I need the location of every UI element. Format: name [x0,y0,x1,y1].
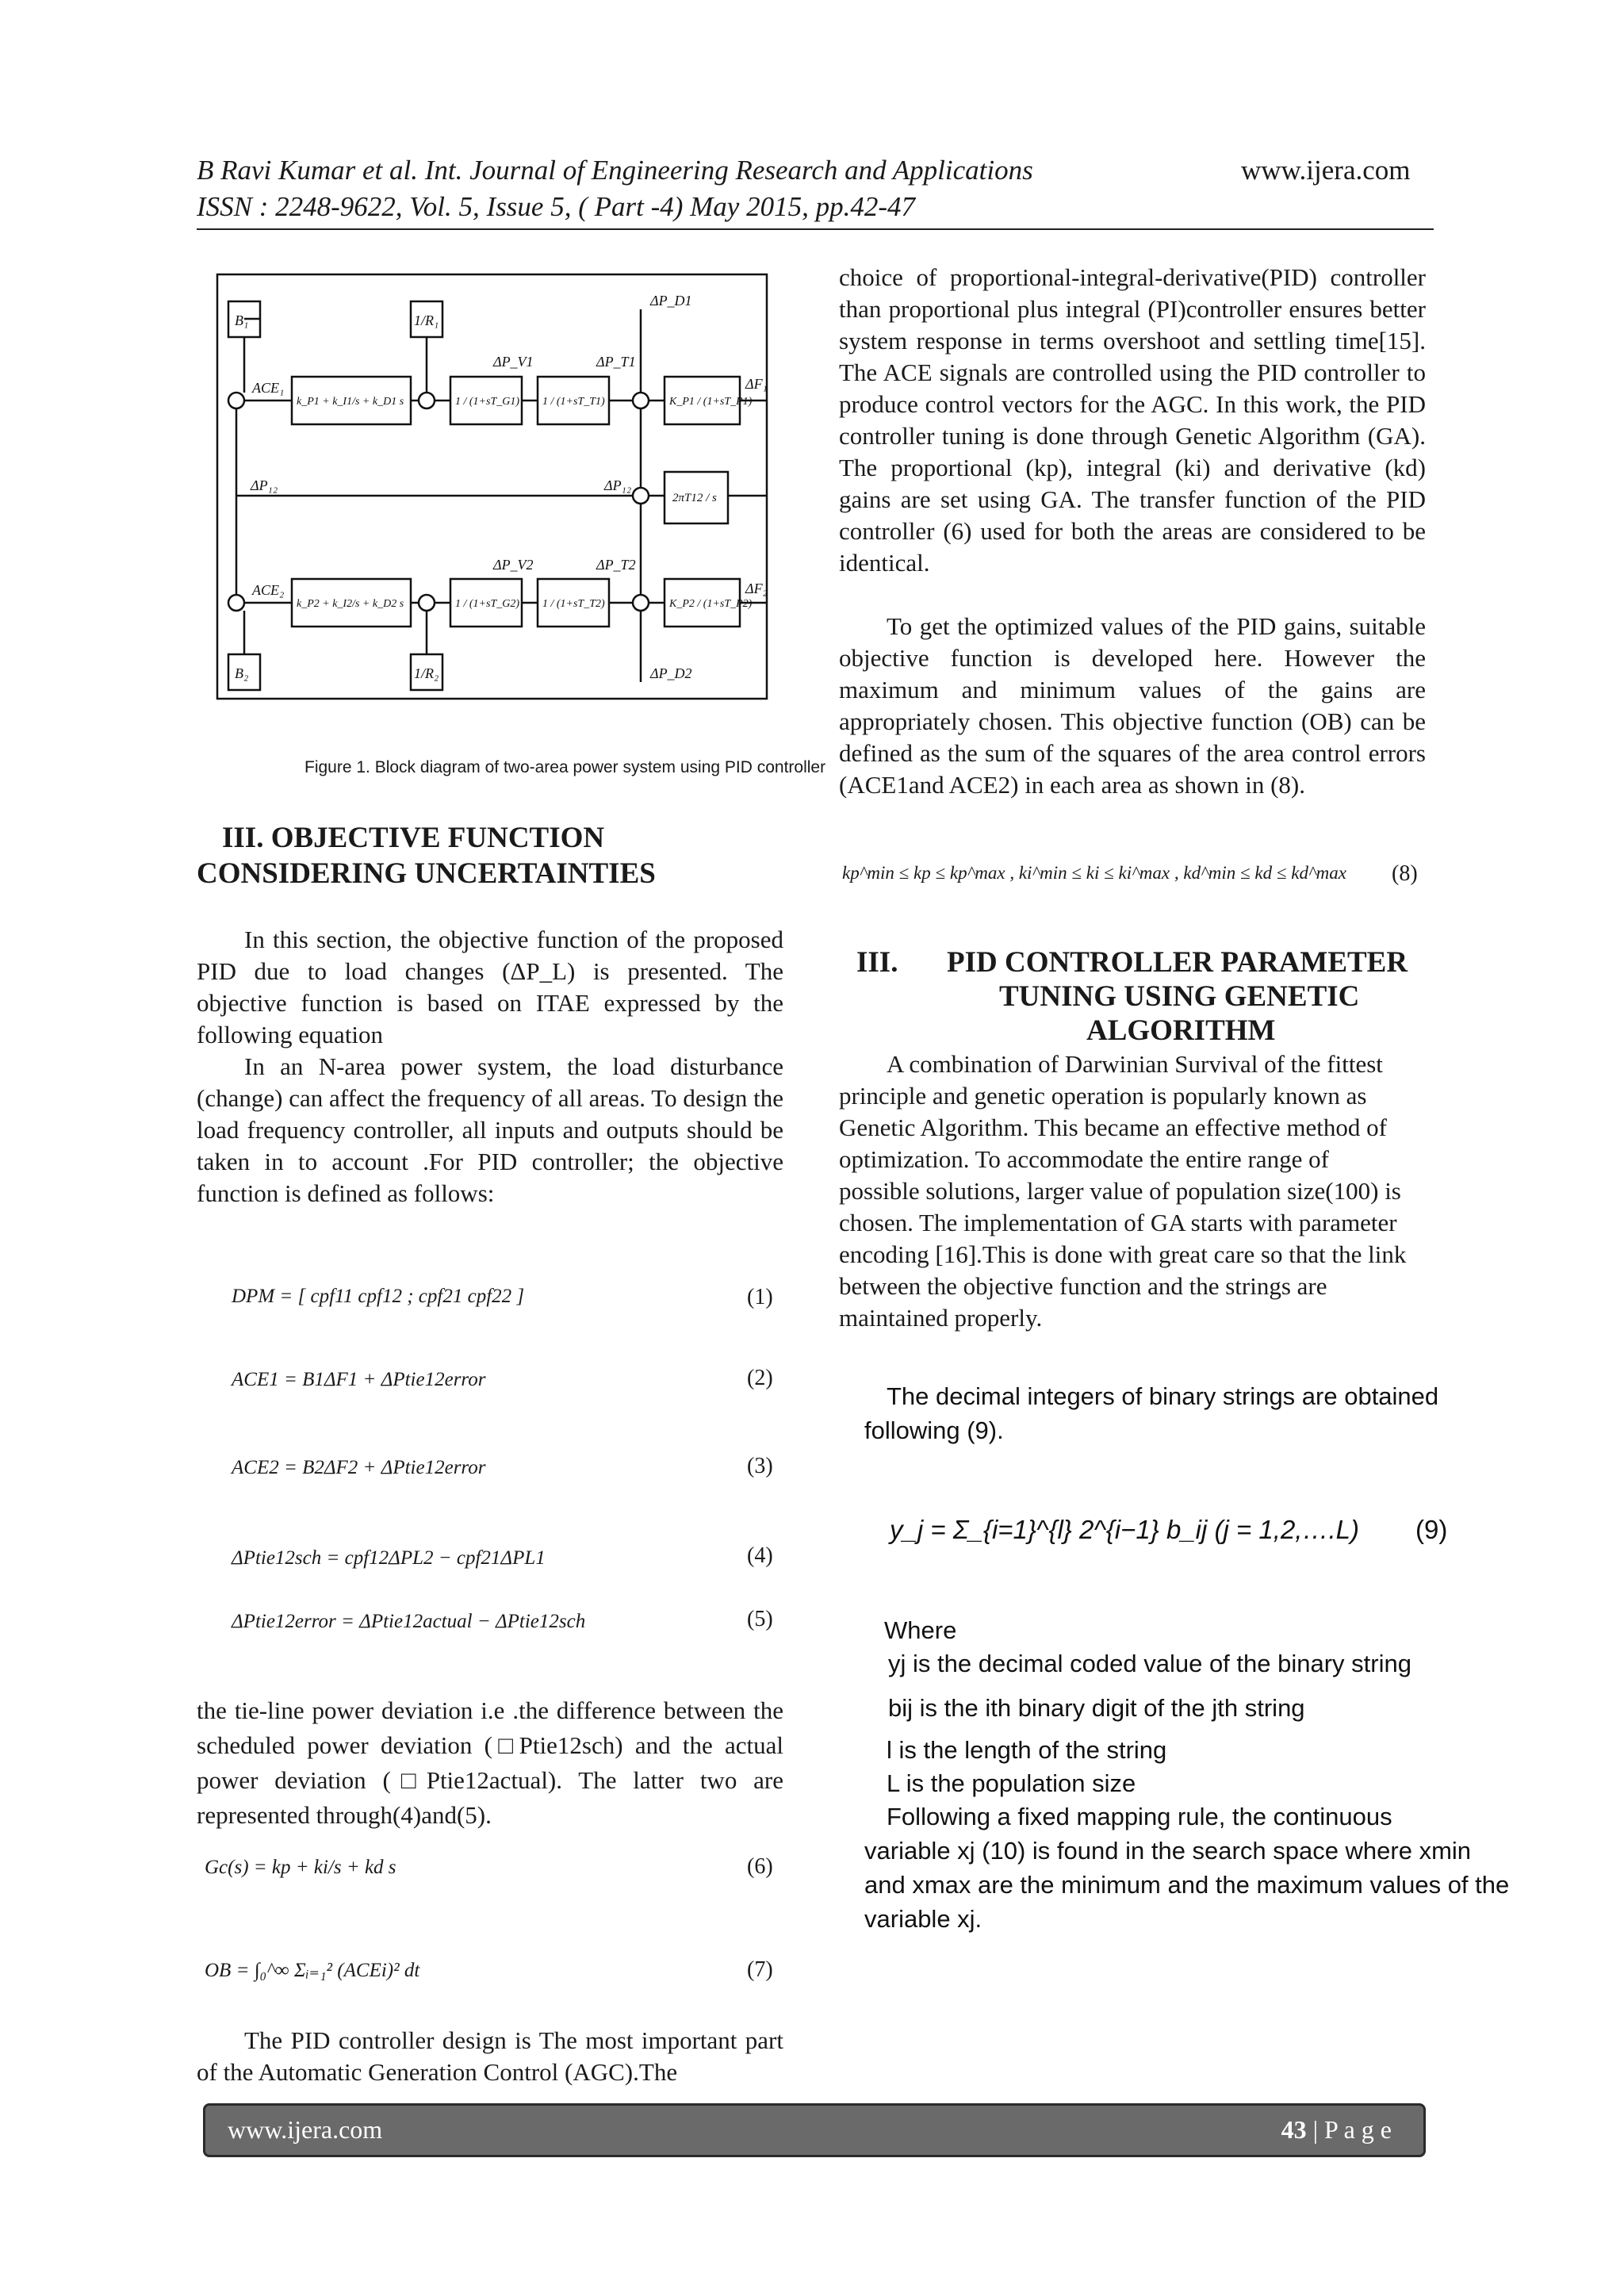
fig-label-pid2: k_P2 + k_I2/s + k_D2 s [297,598,404,610]
fig-label-ace2: ACE₂ [252,582,285,598]
left-heading-line2: CONSIDERING UNCERTAINTIES [197,857,656,890]
equation-4: ΔPtie12sch = cpf12ΔPL2 − cpf21ΔPL1 [232,1547,546,1569]
right-paragraph-1: choice of proportional-integral-derivative(PID) controller than proportional plus integral (PI)controller ensures better system response in terms overshoot and settling time[15]. The ACE signals are controlled using the PID controller to produce control vectors for the AGC. In this work, the PID controller tuning is done through Genetic Algorithm (GA). The proportional (kp), integral (ki) and derivative (kd) gains are set using GA. The transfer function of the PID controller (6) used for both the areas are considered to be identical. [839,263,1426,577]
figure-caption: Figure 1. Block diagram of two-area power system using PID controller [304,758,826,776]
left-heading-line1: III. OBJECTIVE FUNCTION [222,822,605,854]
fig-label-df2: ΔF₂ [745,581,768,596]
fig-label-dpd1: ΔP_D1 [650,293,692,309]
left-paragraph-1: In this section, the objective function of the proposed PID due to load changes (ΔP_L) is presented. The objective function is based on ITAE expressed by the following equation [197,926,783,1048]
scan-paragraph-line-2: following (9). [864,1416,1004,1444]
equation-7: OB = ∫₀^∞ Σᵢ₌₁² (ACEi)² dt [205,1960,420,1981]
definition-l: l is the length of the string [887,1736,1167,1764]
scan-paragraph-line-1: The decimal integers of binary strings are obtained [887,1382,1439,1410]
fig-label-t1: 1 / (1+sT_T1) [542,396,605,408]
equation-4-number: (4) [747,1543,773,1568]
outer-frame [217,274,767,699]
fig-label-dpt2: ΔP_T2 [596,557,636,573]
fig-label-b1: B₁ [235,312,249,328]
footer-site: www.ijera.com [228,2115,383,2144]
block-diagram-svg [213,270,772,722]
fig-label-r1: 1/R₁ [414,312,439,328]
fig-label-g1: 1 / (1+sT_G1) [455,396,520,408]
right-paragraph-2: To get the optimized values of the PID gains, suitable objective function is developed here. However the maximum and minimum values of the gains are appropriately chosen. This objective function (OB) can be defined as the sum of the squares of the area control errors (ACE1and ACE2) in each area as shown in (8). [839,612,1426,799]
fig-label-tie: 2πT12 / s [672,492,717,504]
fig-label-b2: B₂ [235,665,249,681]
fig-label-dpt1: ΔP_T1 [596,354,636,370]
fig-label-p1: K_P1 / (1+sT_P1) [669,396,753,408]
block-diagram-figure [213,270,772,722]
left-paragraph-4: The PID controller design is The most important part of the Automatic Generation Control (AGC).The [197,2026,783,2086]
fig-label-dp12b: ΔP₁₂ [604,477,632,493]
fig-label-dp12a: ΔP₁₂ [251,477,278,493]
fig-label-pid1: k_P1 + k_I1/s + k_D1 s [297,396,404,408]
definition-yj: yj is the decimal coded value of the binary string [888,1650,1411,1677]
equation-6-number: (6) [747,1854,773,1879]
equation-3: ACE2 = B2ΔF2 + ΔPtie12error [232,1457,486,1478]
equation-7-number: (7) [747,1957,773,1982]
equation-1: DPM = [ cpf11 cpf12 ; cpf21 cpf22 ] [232,1286,525,1307]
footer-page-number: 43 [1281,2115,1307,2144]
header-rule [197,228,1434,230]
fig-label-g2: 1 / (1+sT_G2) [455,598,520,610]
left-paragraph-2: In an N-area power system, the load disturbance (change) can affect the frequency of all areas. To design the load frequency controller, all inputs and outputs should be taken in to account .For PID controller; the objective function is defined as follows: [197,1052,783,1207]
where-label: Where [884,1616,957,1644]
equation-3-number: (3) [747,1454,773,1478]
fig-label-df1: ΔF₁ [745,376,768,392]
footer-page-label: | P a g e [1306,2115,1392,2144]
right-heading-line2: TUNING USING GENETIC [999,980,1360,1013]
right-heading-line1: PID CONTROLLER PARAMETER [947,946,1408,979]
fig-label-dpv1: ΔP_V1 [493,354,534,370]
fig-label-t2: 1 / (1+sT_T2) [542,598,605,610]
equation-9: y_j = Σ_{i=1}^{l} 2^{i−1} b_ij (j = 1,2,….L) [890,1515,1359,1544]
fig-label-ace1: ACE₁ [252,380,285,396]
equation-9-number: (9) [1415,1515,1448,1544]
equation-5-number: (5) [747,1607,773,1631]
footer-bar [203,2103,1426,2157]
running-header-site: www.ijera.com [1241,155,1411,186]
right-heading-line3: ALGORITHM [1086,1014,1276,1047]
fig-label-dpd2: ΔP_D2 [650,665,692,681]
scan-paragraph2-line-2: variable xj (10) is found in the search space where xmin [864,1837,1472,1865]
right-heading-number: III. [856,946,898,979]
equation-6: Gc(s) = kp + ki/s + kd s [205,1857,396,1878]
fig-label-p2: K_P2 / (1+sT_P2) [669,598,753,610]
fig-label-r2: 1/R₂ [414,665,439,681]
left-paragraph-3: the tie-line power deviation i.e .the difference between the scheduled power deviation (□Ptie12sch) and the actual power deviation (□Ptie12actual). The latter two are represented through(4)and(5). [197,1696,783,1829]
scan-paragraph2-line-4: variable xj. [864,1905,982,1933]
equation-8-number: (8) [1392,861,1418,886]
equation-2-number: (2) [747,1366,773,1390]
definition-L: L is the population size [887,1769,1136,1797]
definition-bij: bij is the ith binary digit of the jth string [888,1694,1305,1722]
footer-page [1281,2115,1392,2145]
running-header-issn: ISSN : 2248-9622, Vol. 5, Issue 5, ( Part -4) May 2015, pp.42-47 [197,191,916,222]
running-header-title: B Ravi Kumar et al. Int. Journal of Engineering Research and Applications [197,155,1033,186]
equation-8: kp^min ≤ kp ≤ kp^max , ki^min ≤ ki ≤ ki^max , kd^min ≤ kd ≤ kd^max [842,863,1346,883]
scan-paragraph2-line-1: Following a fixed mapping rule, the continuous [887,1803,1392,1830]
equation-2: ACE1 = B1ΔF1 + ΔPtie12error [232,1369,486,1390]
right-paragraph-3: A combination of Darwinian Survival of the fittest principle and genetic operation is popularly known as Genetic Algorithm. This became an effective method of optimization. To accommodate the entire range of possible solutions, larger value of population size(100) is chosen. The implementation of GA starts with parameter encoding [16].This is done with great care so that the link between the objective function and the strings are maintained properly. [839,1050,1407,1332]
equation-1-number: (1) [747,1285,773,1309]
equation-5: ΔPtie12error = ΔPtie12actual − ΔPtie12sch [232,1611,586,1632]
fig-label-dpv2: ΔP_V2 [493,557,534,573]
scan-paragraph2-line-3: and xmax are the minimum and the maximum values of the [864,1871,1510,1899]
